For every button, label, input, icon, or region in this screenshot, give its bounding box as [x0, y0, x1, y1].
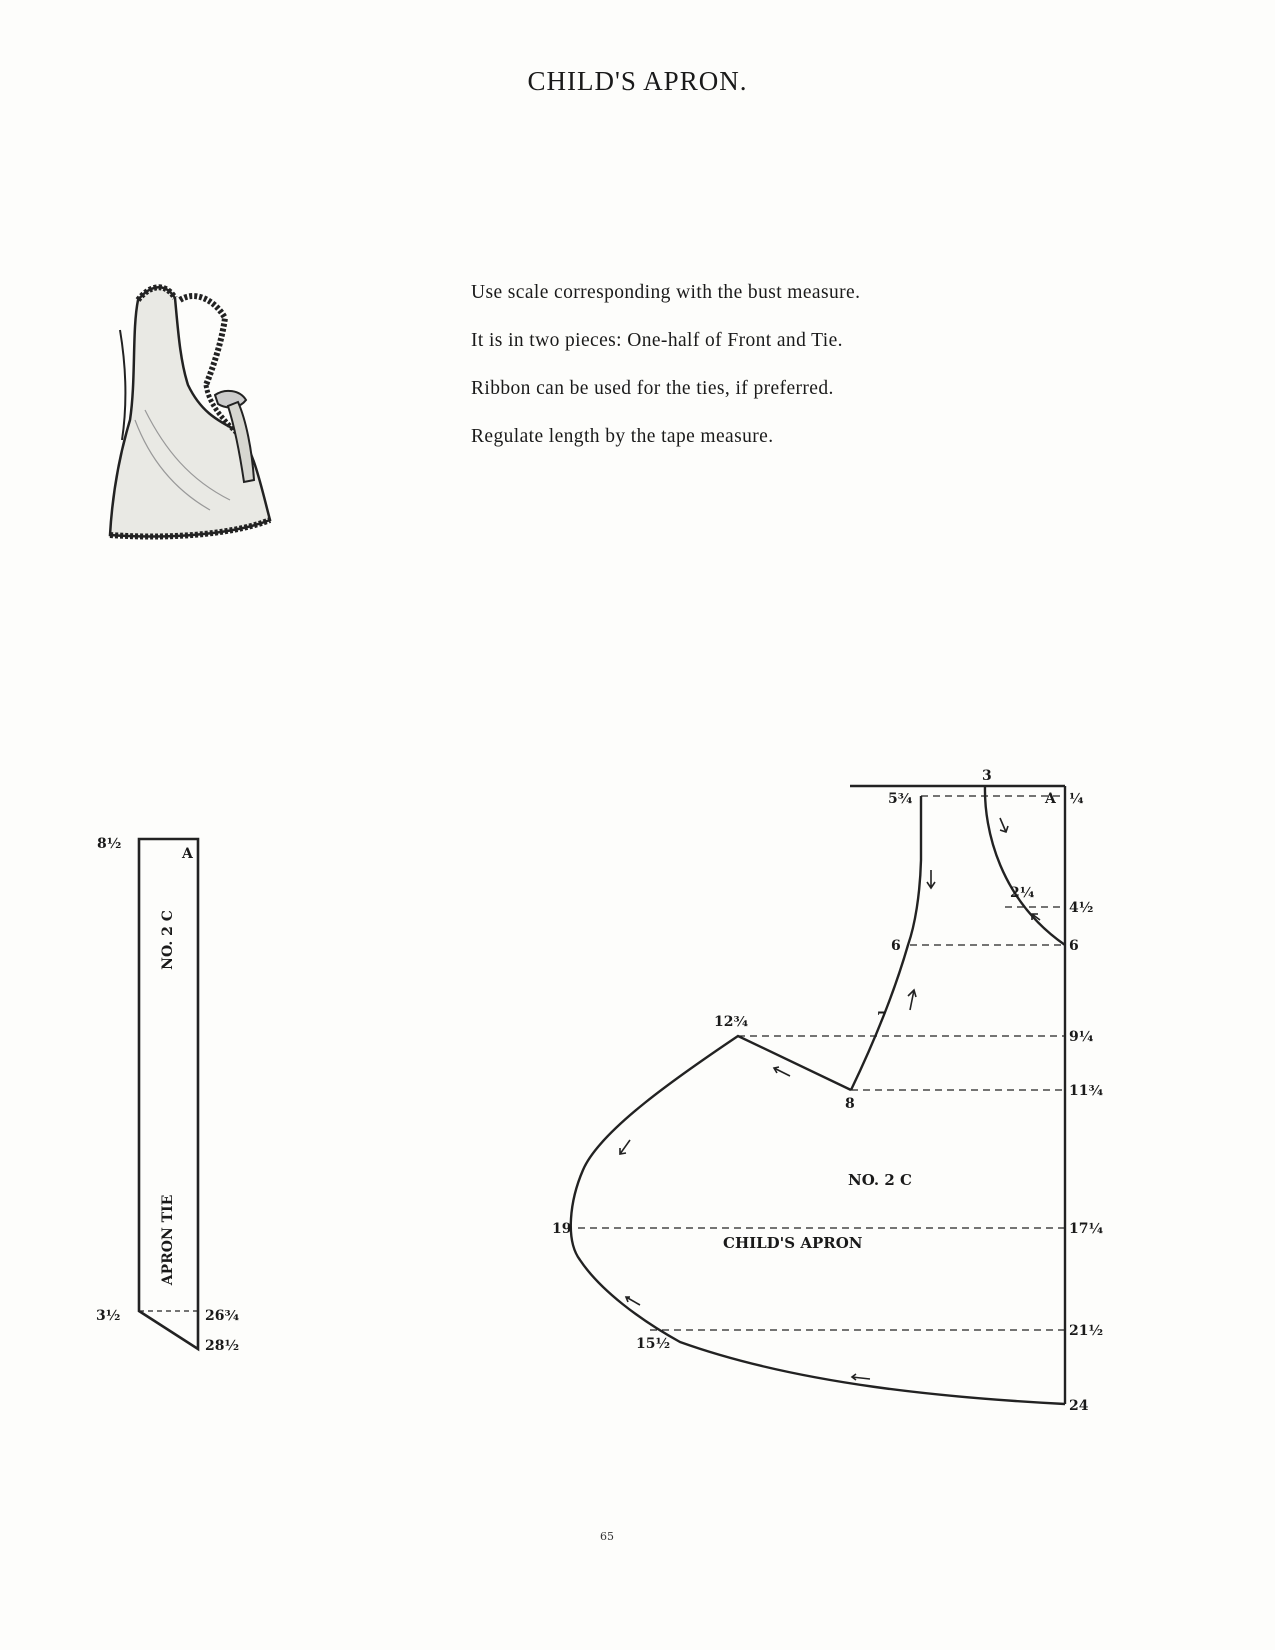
front-label-left-19: 19 [552, 1221, 572, 1237]
front-label-point-15-1-2: 15½ [636, 1336, 671, 1352]
tie-label-corner-a: A [182, 846, 193, 862]
tie-label-top-left: 8½ [97, 836, 122, 852]
tie-label-bottom-right-upper: 26¾ [205, 1308, 240, 1324]
front-label-bottom-24: 24 [1069, 1398, 1089, 1414]
front-label-left-6: 6 [891, 938, 901, 954]
front-label-armhole-mark: 2¼ [1010, 885, 1035, 901]
front-label-top-left: 5¾ [888, 791, 913, 807]
front-label-corner-a: A [1045, 791, 1056, 807]
front-label-right-11-3-4: 11¾ [1069, 1083, 1104, 1099]
front-pattern-labels [552, 768, 1103, 1414]
apron-illustration [110, 287, 270, 536]
front-label-right-9-1-4: 9¼ [1069, 1029, 1094, 1045]
front-label-right-17-1-4: 17¼ [1069, 1221, 1104, 1237]
tie-pattern [96, 836, 239, 1354]
front-label-top-right: ¼ [1069, 791, 1084, 807]
front-label-right-21-1-2: 21½ [1069, 1323, 1104, 1339]
direction-arrows [620, 818, 1040, 1380]
page-number: 65 [600, 1530, 614, 1543]
tie-label-bottom-left: 3½ [96, 1308, 121, 1324]
tie-number-label: NO. 2 C [160, 910, 176, 970]
instruction-line: Ribbon can be used for the ties, if preferred. [471, 378, 834, 399]
front-number-label: NO. 2 C [848, 1171, 912, 1189]
front-name-label: CHILD'S APRON [723, 1234, 863, 1252]
instruction-line: Use scale corresponding with the bust measure. [471, 282, 861, 303]
front-label-top: 3 [982, 768, 992, 784]
front-label-right-4half: 4½ [1069, 900, 1094, 916]
tie-name-label: APRON TIE [160, 1194, 176, 1286]
front-label-point-12-3-4: 12¾ [714, 1014, 749, 1030]
tie-label-bottom-right-lower: 28½ [205, 1338, 240, 1354]
front-label-point-8: 8 [845, 1096, 855, 1112]
front-label-point-7: 7 [877, 1010, 887, 1026]
page-title: CHILD'S APRON. [527, 66, 748, 96]
instruction-line: Regulate length by the tape measure. [471, 426, 774, 447]
front-label-right-6: 6 [1069, 938, 1079, 954]
front-pattern [571, 786, 1065, 1404]
instruction-line: It is in two pieces: One-half of Front and Tie. [471, 330, 843, 351]
